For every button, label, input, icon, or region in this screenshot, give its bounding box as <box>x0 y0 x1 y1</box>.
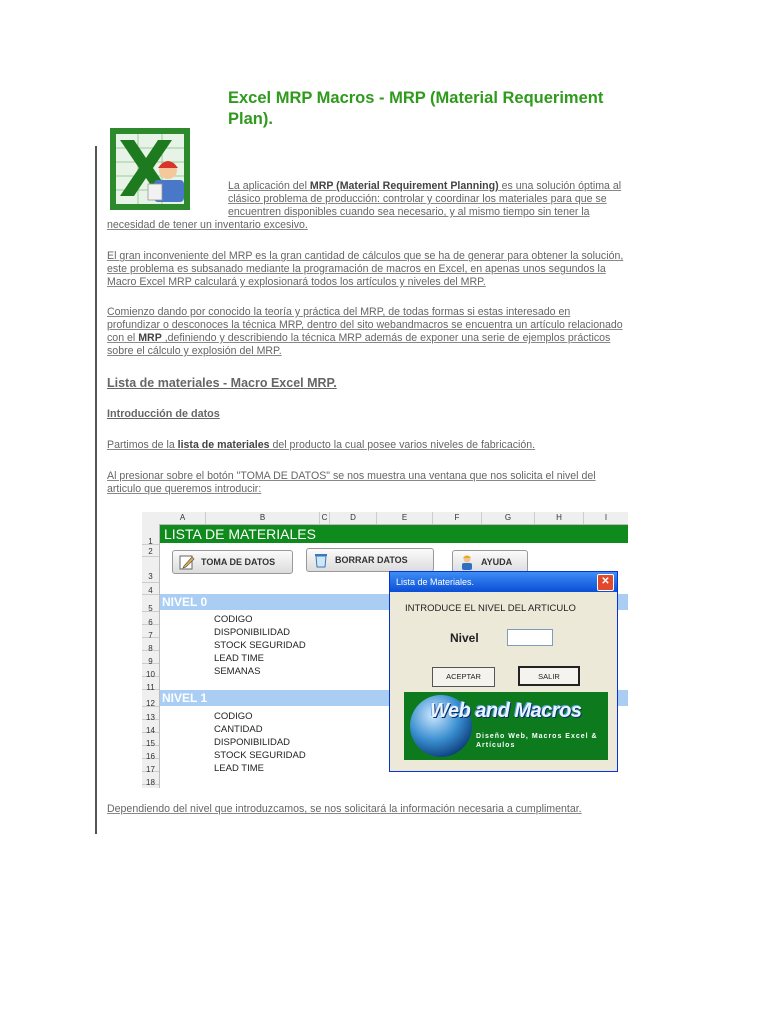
left-rule <box>95 146 97 834</box>
list-item: LEAD TIME <box>214 653 264 664</box>
nivel-label: Nivel <box>450 631 479 645</box>
row-header: 7 <box>142 625 159 638</box>
column-header: B <box>206 512 320 524</box>
subsection-heading: Introducción de datos <box>107 408 220 420</box>
list-item: DISPONIBILIDAD <box>214 627 291 638</box>
pencil-icon <box>179 554 195 570</box>
nivel-0-label: NIVEL 0 <box>162 595 208 609</box>
intro-paragraph-line1: La aplicación del MRP (Material Requirement Planning) es una solución óptima al <box>228 180 622 192</box>
help-person-icon <box>459 554 475 570</box>
list-item: DISPONIBILIDAD <box>214 737 291 748</box>
dialog-prompt: INTRODUCE EL NIVEL DEL ARTICULO <box>405 603 576 614</box>
close-icon[interactable]: ✕ <box>597 574 614 591</box>
lista-materiales-dialog <box>389 571 618 772</box>
paragraph-5-line1: Al presionar sobre el botón "TOMA DE DATOS" se nos muestra una ventana que nos solicita el nivel del <box>107 470 596 482</box>
row-header: 5 <box>142 595 159 612</box>
column-header: A <box>160 512 206 524</box>
paragraph-2-line1: El gran inconveniente del MRP es la gran cantidad de cálculos que se ha de generar para obtener la solución, <box>107 250 624 262</box>
dialog-title: Lista de Materiales. <box>396 577 475 587</box>
column-header: H <box>535 512 584 524</box>
row-headers <box>142 524 160 788</box>
column-headers <box>142 512 628 525</box>
paragraph-3-line3: con el MRP ,definiendo y describiendo la técnica MRP además de exponer una serie de ejemplos prácticos <box>107 332 611 344</box>
row-header: 14 <box>142 720 159 733</box>
paragraph-5-line2: articulo que queremos introducir: <box>107 483 262 495</box>
toma-de-datos-button[interactable]: TOMA DE DATOS <box>172 550 293 574</box>
intro-paragraph-line4: necesidad de tener un inventario excesivo. <box>107 219 308 231</box>
row-header: 12 <box>142 690 159 707</box>
borrar-datos-button[interactable]: BORRAR DATOS <box>306 548 434 572</box>
ayuda-button[interactable]: AYUDA <box>452 550 528 574</box>
row-header: 9 <box>142 651 159 664</box>
list-item: CODIGO <box>214 711 253 722</box>
row-header: 8 <box>142 638 159 651</box>
list-item: CODIGO <box>214 614 253 625</box>
paragraph-4: Partimos de la lista de materiales del producto la cual posee varios niveles de fabricación. <box>107 439 536 451</box>
row-header: 2 <box>142 545 159 557</box>
list-item: LEAD TIME <box>214 763 264 774</box>
sheet-title: LISTA DE MATERIALES <box>164 526 316 542</box>
row-header: 10 <box>142 664 159 677</box>
banner-title: Web and Macros <box>430 700 582 722</box>
salir-button[interactable]: SALIR <box>518 666 580 686</box>
row-header: 1 <box>142 532 159 545</box>
dialog-title-bar <box>390 572 617 592</box>
recycle-bin-icon <box>313 552 329 568</box>
row-header: 18 <box>142 772 159 785</box>
paragraph-3-line4: sobre el cálculo y explosión del MRP. <box>107 345 282 357</box>
row-header: 6 <box>142 612 159 625</box>
sheet-title-bar <box>160 525 628 543</box>
paragraph-3-line2: profundizar o desconoces la técnica MRP, dentro del sito webandmacros se encuentra un artículo relacionado <box>107 319 623 331</box>
banner-subtitle: Diseño Web, Macros Excel & Artículos <box>476 733 598 749</box>
row-header: 17 <box>142 759 159 772</box>
aceptar-button[interactable]: ACEPTAR <box>432 667 495 687</box>
column-header: E <box>377 512 433 524</box>
page-title: Excel MRP Macros - MRP (Material Requeriment Plan). <box>228 89 604 128</box>
intro-paragraph-line2: clásico problema de producción: controlar y coordinar los materiales para que se <box>228 193 607 205</box>
section-heading: Lista de materiales - Macro Excel MRP. <box>107 376 337 390</box>
row-header: 11 <box>142 677 159 690</box>
paragraph-2-line3: Macro Excel MRP calculará y explosionará todos los artículos y niveles del MRP. <box>107 276 486 288</box>
row-header: 15 <box>142 733 159 746</box>
paragraph-2-line2: este problema es subsanado mediante la programación de macros en Excel, en apenas unos segundos la <box>107 263 606 275</box>
column-header: I <box>584 512 628 524</box>
column-header: G <box>482 512 535 524</box>
web-and-macros-banner <box>404 692 608 760</box>
paragraph-6: Dependiendo del nivel que introduzcamos, se nos solicitará la información necesaria a cumplimentar. <box>107 803 582 815</box>
column-header: F <box>433 512 482 524</box>
row-header: 4 <box>142 583 159 595</box>
row-header: 16 <box>142 746 159 759</box>
list-item: CANTIDAD <box>214 724 263 735</box>
list-item: STOCK SEGURIDAD <box>214 640 306 651</box>
paragraph-3-line1: Comienzo dando por conocido la teoría y práctica del MRP, de todas formas si estas interesado en <box>107 306 571 318</box>
nivel-input[interactable] <box>507 629 553 646</box>
nivel-1-label: NIVEL 1 <box>162 691 208 705</box>
row-header: 13 <box>142 707 159 720</box>
intro-paragraph-line3: encuentren disponibles cuando sea necesario, y al mismo tiempo sin tener la <box>228 206 590 218</box>
list-item: SEMANAS <box>214 666 261 677</box>
list-item: STOCK SEGURIDAD <box>214 750 306 761</box>
excel-logo-icon <box>108 126 192 212</box>
row-header: 3 <box>142 557 159 583</box>
column-header: C <box>320 512 330 524</box>
column-header: D <box>330 512 377 524</box>
